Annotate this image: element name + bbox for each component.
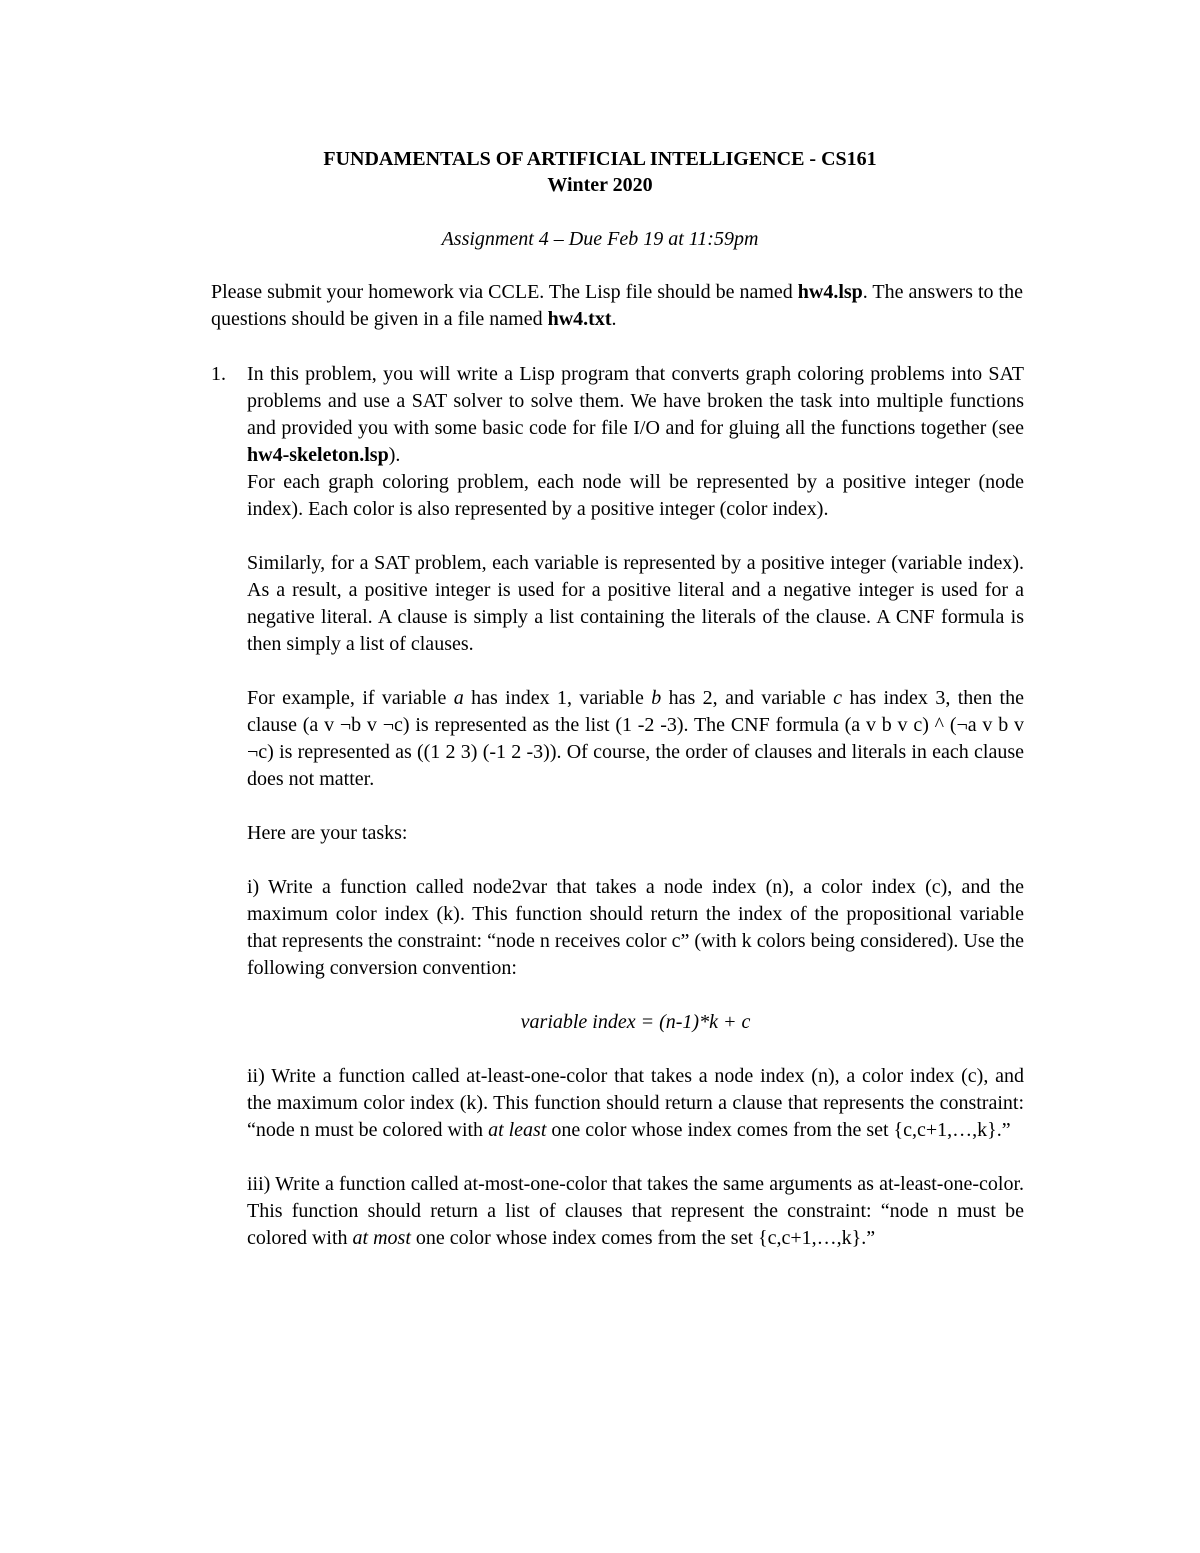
task-ii: [247, 1063, 1024, 1144]
task-ii-text-b: one color whose index comes from the set {c,c+1,…,k}.”: [546, 1119, 1011, 1141]
q1-paragraph-1: [247, 361, 1024, 469]
skeleton-filename: hw4-skeleton.lsp: [247, 444, 389, 466]
task-i: i) Write a function called node2var that takes a node index (n), a color index (c), and the maximum color index (k). This function should return the index of the propositional variable that represents the constraint: “node n receives color c” (with k colors being considered). Use the following conversion convention:: [247, 876, 1024, 979]
intro-text-3: .: [611, 308, 617, 330]
var-a: a: [453, 687, 464, 709]
q1-paragraph-2: For each graph coloring problem, each node will be represented by a positive integer (node index). Each color is also represented by a positive integer (color index).: [247, 471, 1024, 520]
task-ii-emphasis: at least: [488, 1119, 547, 1141]
q1-p1-text-b: ).: [388, 444, 401, 466]
q1-p4-text-b: has index 1, variable: [463, 687, 652, 709]
q1-paragraph-4: [247, 685, 1024, 793]
txt-filename: hw4.txt: [547, 308, 612, 330]
q1-p4-text-d: has index 3, then the clause (a v ¬b v ¬c) is represented as the list (1 -2 -3). The CNF formula (a v b v c) ^ (¬a v b v ¬c) is represented as ((1 2 3) (-1 2 -3)). Of course, the order of clauses and literals in each clause does not matter.: [247, 687, 1024, 790]
task-iii: [247, 1171, 1024, 1252]
task-iii-text-b: one color whose index comes from the set {c,c+1,…,k}.”: [410, 1227, 876, 1249]
conversion-formula: variable index = (n-1)*k + c: [520, 1011, 751, 1033]
course-title: FUNDAMENTALS OF ARTIFICIAL INTELLIGENCE - CS161: [323, 148, 877, 170]
intro-paragraph: [211, 279, 1025, 333]
q1-paragraph-3: Similarly, for a SAT problem, each variable is represented by a positive integer (variable index). As a result, a positive integer is used for a positive literal and a negative integer is used for a negative literal. A clause is simply a list containing the literals of the clause. A CNF formula is then simply a list of clauses.: [247, 552, 1024, 655]
q1-p4-text-a: For example, if variable: [247, 687, 454, 709]
task-iii-text-a: iii) Write a function called at-most-one-color that takes the same arguments as at-least-one-color. This function should return a list of clauses that represent the constraint: “node n must be colored with: [247, 1173, 1024, 1249]
q1-paragraph-5: Here are your tasks:: [247, 822, 408, 844]
intro-text-2: . The answers to the questions should be given in a file named: [211, 281, 1023, 330]
var-b: b: [651, 687, 662, 709]
intro-text-1: Please submit your homework via CCLE. The Lisp file should be named: [211, 281, 798, 303]
lisp-filename: hw4.lsp: [797, 281, 863, 303]
var-c: c: [833, 687, 843, 709]
q1-p1-text-a: In this problem, you will write a Lisp program that converts graph coloring problems into SAT problems and use a SAT solver to solve them. We have broken the task into multiple functions and provided you with some basic code for file I/O and for gluing all the functions together (see: [247, 363, 1024, 439]
term-title: Winter 2020: [547, 174, 653, 196]
task-iii-emphasis: at most: [352, 1227, 411, 1249]
question-1-body: [247, 361, 1024, 1279]
assignment-subtitle: Assignment 4 – Due Feb 19 at 11:59pm: [441, 228, 759, 250]
question-number: 1.: [211, 363, 226, 385]
task-ii-text-a: ii) Write a function called at-least-one-color that takes a node index (n), a color index (c), and the maximum color index (k). This function should return a clause that represents the constraint: “node n must be colored with: [247, 1065, 1024, 1141]
q1-p4-text-c: has 2, and variable: [661, 687, 834, 709]
